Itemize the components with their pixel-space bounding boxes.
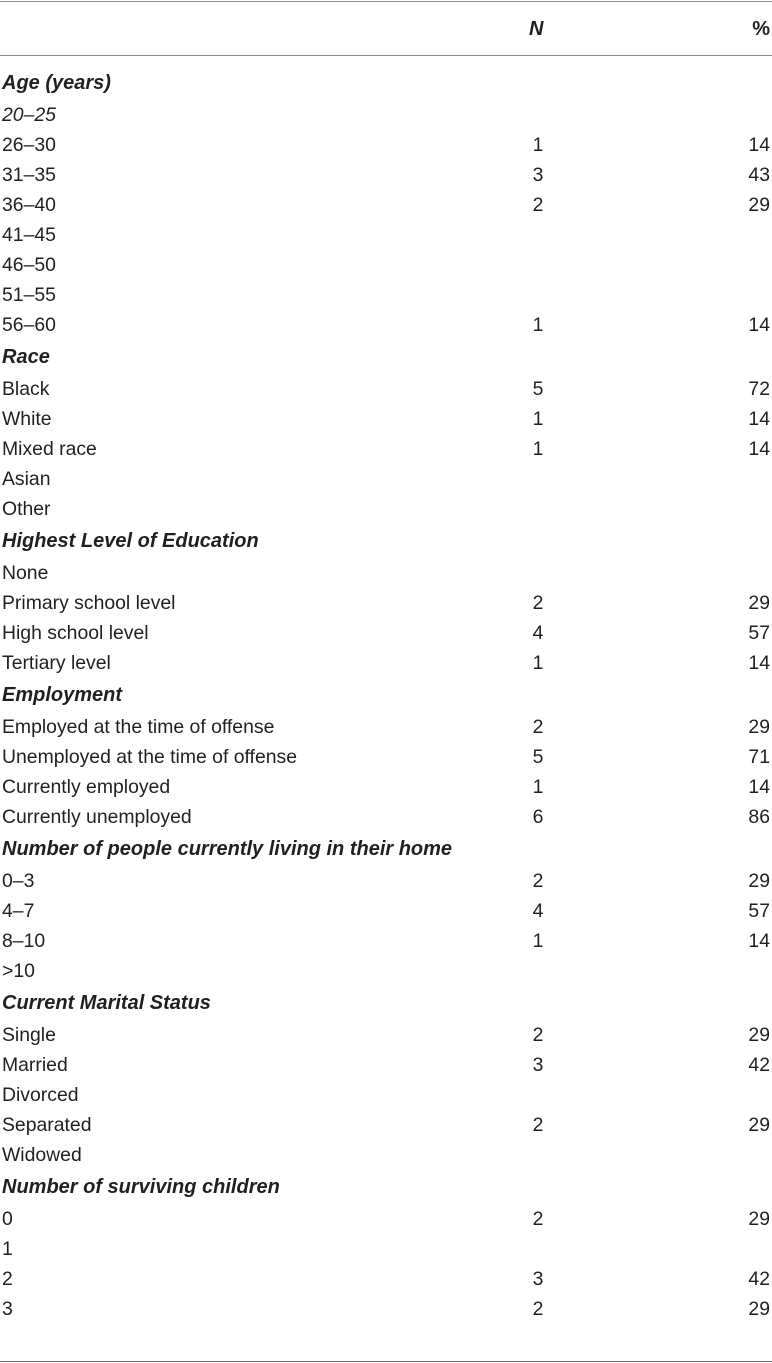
table-top-rule: [0, 1, 772, 2]
row-n-value: 1: [532, 134, 544, 156]
row-n-value: 1: [532, 652, 544, 674]
table-row: [0, 1110, 772, 1140]
row-label: 26–30: [2, 134, 56, 156]
row-n-value: 4: [532, 900, 544, 922]
table-row: [0, 1204, 772, 1234]
table-row: [0, 190, 772, 220]
row-label: Primary school level: [2, 592, 176, 614]
row-percent-value: 14: [748, 408, 770, 430]
table-row: [0, 1080, 772, 1110]
row-n-value: 1: [532, 438, 544, 460]
row-percent-value: 29: [748, 870, 770, 892]
row-n-value: 2: [532, 716, 544, 738]
row-percent-value: 29: [748, 1298, 770, 1320]
table-row: [0, 926, 772, 956]
section-heading-label: Number of people currently living in their home: [2, 838, 453, 860]
row-percent-value: 43: [748, 164, 770, 186]
row-label: 46–50: [2, 254, 56, 276]
row-percent-value: 29: [748, 716, 770, 738]
row-label: Single: [2, 1024, 56, 1046]
table-row: [0, 742, 772, 772]
row-percent-value: 57: [748, 900, 770, 922]
row-label: 20–25: [2, 104, 56, 126]
table-header-rule: [0, 55, 772, 56]
row-label: 1: [2, 1238, 13, 1260]
row-label: Separated: [2, 1114, 92, 1136]
row-percent-value: 14: [748, 776, 770, 798]
section-heading: [0, 66, 772, 100]
table-row: [0, 374, 772, 404]
row-percent-value: 42: [748, 1268, 770, 1290]
row-label: Employed at the time of offense: [2, 716, 275, 738]
row-n-value: 4: [532, 622, 544, 644]
table-row: [0, 220, 772, 250]
table-body: [0, 66, 772, 1324]
table-bottom-rule: [0, 1361, 772, 1362]
row-n-value: 2: [532, 1114, 544, 1136]
table-row: [0, 1264, 772, 1294]
section-heading-label: Employment: [2, 684, 123, 706]
row-n-value: 3: [532, 1268, 544, 1290]
table-row: [0, 772, 772, 802]
section-heading: [0, 340, 772, 374]
row-percent-value: 29: [748, 1208, 770, 1230]
row-label: Unemployed at the time of offense: [2, 746, 297, 768]
table-row: [0, 250, 772, 280]
row-n-value: 1: [532, 408, 544, 430]
table-row: [0, 310, 772, 340]
row-percent-value: 14: [748, 134, 770, 156]
row-label: Married: [2, 1054, 68, 1076]
row-n-value: 5: [532, 746, 544, 768]
row-label: High school level: [2, 622, 149, 644]
table-row: [0, 494, 772, 524]
table-row: [0, 956, 772, 986]
row-label: 41–45: [2, 224, 56, 246]
row-label: 0–3: [2, 870, 35, 892]
table-row: [0, 896, 772, 926]
table-row: [0, 648, 772, 678]
header-n: N: [529, 18, 544, 40]
row-percent-value: 71: [748, 746, 770, 768]
section-heading-label: Age (years): [2, 72, 111, 94]
row-n-value: 1: [532, 314, 544, 336]
row-label: Mixed race: [2, 438, 97, 460]
row-percent-value: 29: [748, 592, 770, 614]
table-row: [0, 618, 772, 648]
row-n-value: 2: [532, 1298, 544, 1320]
row-n-value: 3: [532, 1054, 544, 1076]
row-n-value: 2: [532, 592, 544, 614]
row-n-value: 2: [532, 870, 544, 892]
row-label: Widowed: [2, 1144, 82, 1166]
section-heading: [0, 678, 772, 712]
table-row: [0, 464, 772, 494]
row-label: Black: [2, 378, 50, 400]
row-label: 31–35: [2, 164, 56, 186]
row-n-value: 5: [532, 378, 544, 400]
table-row: [0, 404, 772, 434]
row-label: 3: [2, 1298, 13, 1320]
row-label: 36–40: [2, 194, 56, 216]
row-label: 56–60: [2, 314, 56, 336]
row-n-value: 2: [532, 1024, 544, 1046]
row-label: 4–7: [2, 900, 35, 922]
table-row: [0, 1234, 772, 1264]
section-heading-label: Highest Level of Education: [2, 530, 259, 552]
row-n-value: 6: [532, 806, 544, 828]
row-label: 51–55: [2, 284, 56, 306]
row-percent-value: 86: [748, 806, 770, 828]
row-n-value: 1: [532, 776, 544, 798]
row-label: Asian: [2, 468, 51, 490]
row-percent-value: 14: [748, 930, 770, 952]
table-header-row: [0, 14, 772, 44]
section-heading-label: Race: [2, 346, 50, 368]
row-n-value: 1: [532, 930, 544, 952]
table-row: [0, 588, 772, 618]
row-percent-value: 42: [748, 1054, 770, 1076]
row-label: Tertiary level: [2, 652, 111, 674]
row-percent-value: 14: [748, 438, 770, 460]
section-heading-label: Current Marital Status: [2, 992, 211, 1014]
section-heading-label: Number of surviving children: [2, 1176, 280, 1198]
table-row: [0, 130, 772, 160]
section-heading: [0, 832, 772, 866]
table-row: [0, 1294, 772, 1324]
section-heading: [0, 1170, 772, 1204]
row-n-value: 2: [532, 1208, 544, 1230]
table-row: [0, 558, 772, 588]
table-row: [0, 280, 772, 310]
row-label: Currently employed: [2, 776, 171, 798]
row-percent-value: 14: [748, 652, 770, 674]
row-percent-value: 14: [748, 314, 770, 336]
row-label: Divorced: [2, 1084, 79, 1106]
table-row: [0, 712, 772, 742]
table-row: [0, 434, 772, 464]
table-row: [0, 100, 772, 130]
table-row: [0, 1020, 772, 1050]
row-percent-value: 29: [748, 1114, 770, 1136]
row-n-value: 3: [532, 164, 544, 186]
row-label: >10: [2, 960, 35, 982]
table-row: [0, 1050, 772, 1080]
table-row: [0, 802, 772, 832]
row-label: White: [2, 408, 52, 430]
row-label: Currently unemployed: [2, 806, 192, 828]
row-percent-value: 57: [748, 622, 770, 644]
table-row: [0, 866, 772, 896]
row-label: 8–10: [2, 930, 46, 952]
row-label: 0: [2, 1208, 13, 1230]
row-label: None: [2, 562, 49, 584]
header-percent: %: [752, 18, 770, 40]
table-row: [0, 160, 772, 190]
table-row: [0, 1140, 772, 1170]
row-percent-value: 29: [748, 1024, 770, 1046]
row-label: 2: [2, 1268, 13, 1290]
row-percent-value: 72: [748, 378, 770, 400]
row-label: Other: [2, 498, 51, 520]
section-heading: [0, 986, 772, 1020]
row-percent-value: 29: [748, 194, 770, 216]
row-n-value: 2: [532, 194, 544, 216]
section-heading: [0, 524, 772, 558]
